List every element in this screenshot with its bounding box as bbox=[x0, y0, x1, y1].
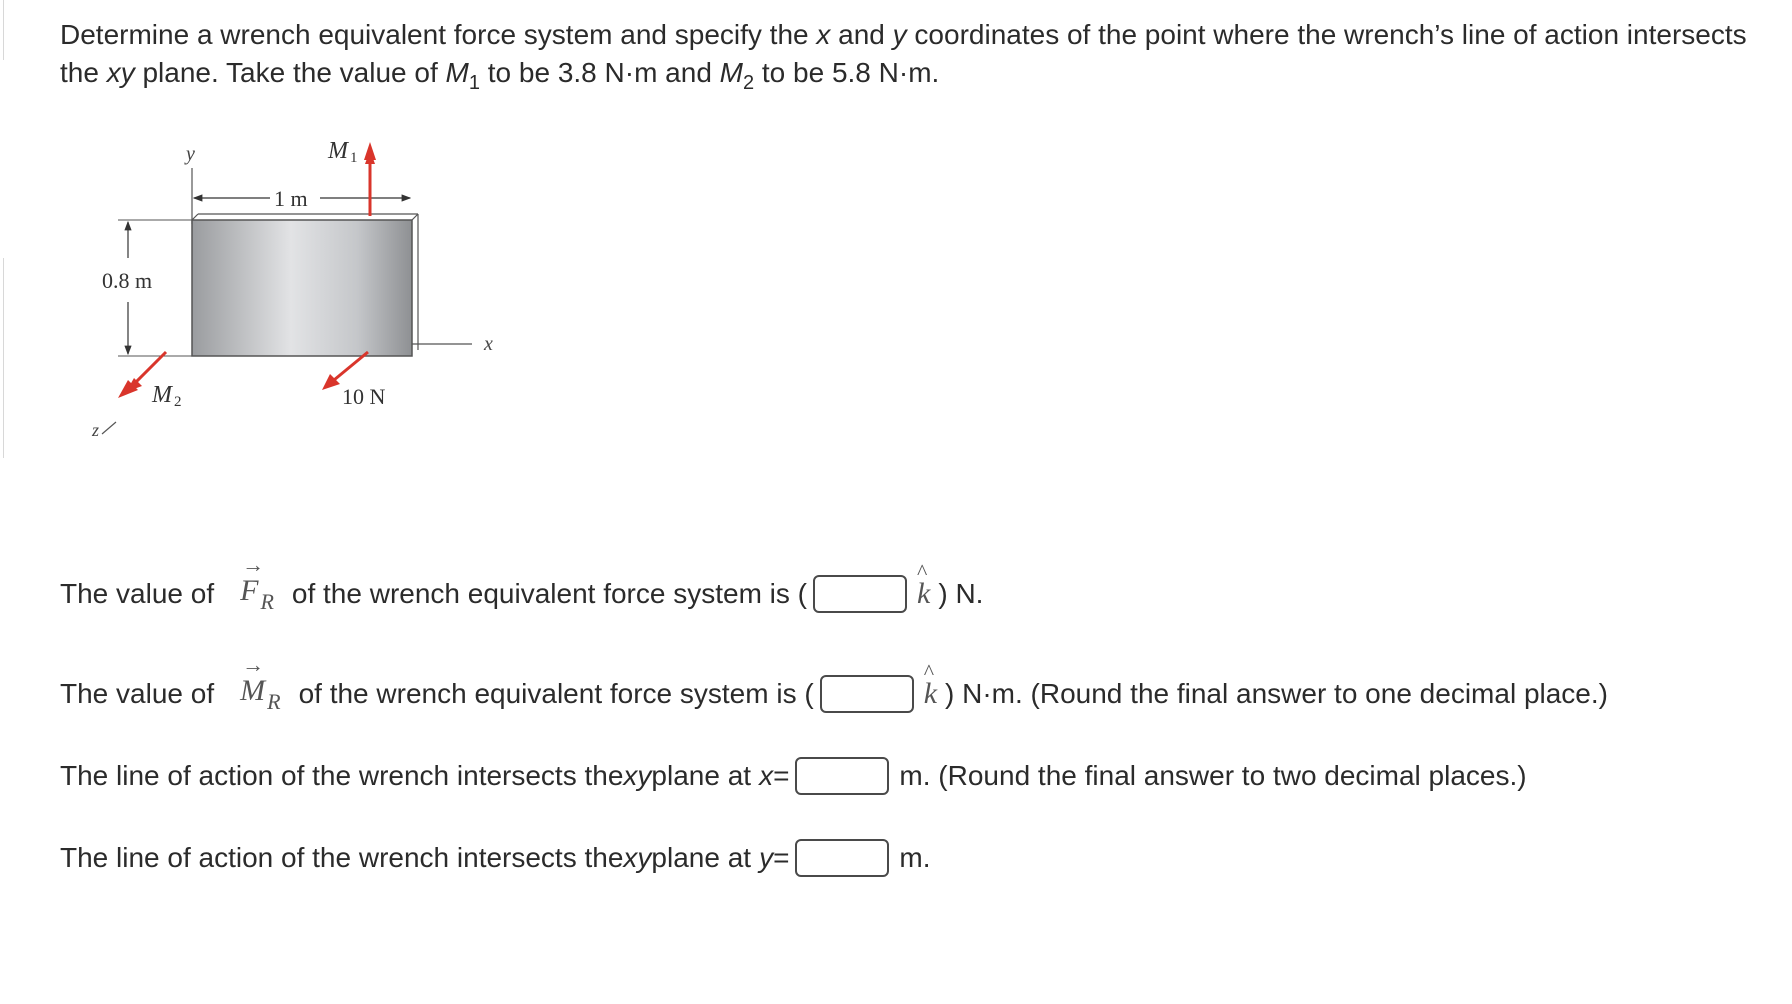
problem-text: to be 5.8 N·m. bbox=[754, 57, 940, 88]
x-answer-input[interactable] bbox=[795, 757, 889, 795]
z-axis-line bbox=[102, 422, 116, 434]
vector-arrow-icon: → bbox=[242, 651, 265, 677]
left-edge-tab bbox=[0, 258, 4, 458]
question-unit: m. (Round the final answer to two decimal places.) bbox=[899, 760, 1527, 791]
hat-icon: ^ bbox=[917, 559, 928, 584]
question-text: of the wrench equivalent force system is ( bbox=[291, 578, 808, 609]
question-var-xy: xy bbox=[623, 842, 652, 873]
plate bbox=[192, 220, 412, 356]
problem-sub-2: 2 bbox=[743, 72, 755, 94]
m2-label: M bbox=[152, 382, 172, 408]
question-x-intersect bbox=[60, 754, 1527, 798]
problem-var-xy: xy bbox=[106, 57, 135, 88]
vector-sub: R bbox=[260, 588, 274, 614]
problem-sub-1: 1 bbox=[468, 72, 480, 94]
problem-var-y: y bbox=[892, 19, 907, 50]
problem-text: plane. Take the value of bbox=[134, 57, 446, 88]
vector-sub: R bbox=[267, 688, 281, 714]
question-mr bbox=[60, 651, 1608, 716]
mr-answer-input[interactable] bbox=[820, 675, 914, 713]
question-text: of the wrench equivalent force system is ( bbox=[298, 678, 814, 709]
problem-text: Determine a wrench equivalent force system and specify the bbox=[60, 19, 817, 50]
plate-edge bbox=[192, 214, 198, 220]
plate-edge bbox=[412, 214, 418, 220]
vector-arrow-icon: → bbox=[242, 551, 265, 577]
question-text: The line of action of the wrench intersects the bbox=[60, 842, 624, 873]
question-eq: = bbox=[773, 842, 790, 873]
problem-text: coordinates of the point where the wrench’s line of action intersects the bbox=[60, 19, 1747, 88]
m2-label-sub: 2 bbox=[174, 394, 182, 410]
problem-text: to be 3.8 N·m and bbox=[479, 57, 720, 88]
unit-vector: k bbox=[923, 677, 938, 710]
left-edge-tab bbox=[0, 0, 4, 60]
question-text: plane at bbox=[651, 760, 752, 791]
problem-var-m2: M bbox=[719, 57, 743, 88]
z-axis-label: z bbox=[92, 420, 100, 440]
problem-text: and bbox=[830, 19, 893, 50]
question-y-intersect bbox=[60, 836, 931, 880]
question-fr bbox=[60, 551, 984, 616]
fr-answer-input[interactable] bbox=[813, 575, 907, 613]
vector-letter: F bbox=[240, 573, 259, 607]
question-unit: m. bbox=[899, 842, 931, 873]
dim-08m-label: 0.8 m bbox=[102, 268, 153, 293]
k-hat bbox=[923, 659, 938, 711]
question-unit: ) N·m. (Round the final answer to one decimal place.) bbox=[945, 678, 1608, 709]
question-text: plane at bbox=[651, 842, 752, 873]
question-var-xy: xy bbox=[623, 760, 652, 791]
problem-var-x: x bbox=[816, 19, 831, 50]
question-var-x: x bbox=[759, 760, 774, 791]
question-text: The value of bbox=[60, 578, 215, 609]
figure-svg bbox=[88, 140, 528, 510]
vector-letter: M bbox=[240, 673, 266, 707]
y-answer-input[interactable] bbox=[795, 839, 889, 877]
wrench-figure bbox=[88, 140, 528, 510]
vector-fr bbox=[240, 551, 274, 615]
m1-label: M bbox=[328, 140, 348, 164]
y-axis-label: y bbox=[186, 143, 195, 165]
question-text: The line of action of the wrench intersects the bbox=[60, 760, 624, 791]
question-unit: ) N. bbox=[938, 578, 984, 609]
dim-1m-label: 1 m bbox=[274, 186, 308, 211]
unit-vector: k bbox=[917, 577, 931, 610]
m2-arrow-shaft bbox=[132, 352, 166, 386]
hat-icon: ^ bbox=[923, 659, 935, 684]
vector-mr bbox=[240, 651, 281, 715]
k-hat bbox=[917, 559, 931, 611]
x-axis-label: x bbox=[484, 333, 493, 355]
question-eq: = bbox=[773, 760, 790, 791]
problem-statement bbox=[60, 16, 1760, 102]
problem-var-m1: M bbox=[445, 57, 469, 88]
m1-label-sub: 1 bbox=[350, 150, 358, 166]
question-text: The value of bbox=[60, 678, 215, 709]
force-label: 10 N bbox=[342, 384, 386, 409]
question-var-y: y bbox=[759, 842, 774, 873]
